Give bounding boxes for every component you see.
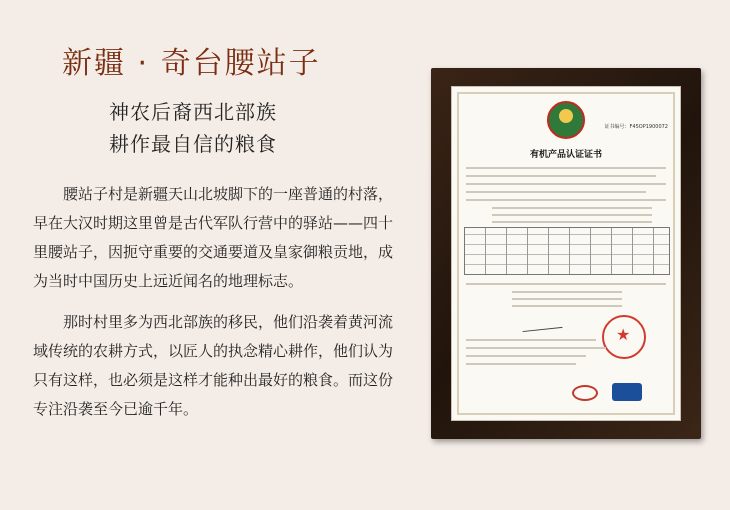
text-line: [512, 291, 622, 293]
description-paragraph-1: 腰站子村是新疆天山北坡脚下的一座普通的村落，早在大汉时期这里曾是古代军队行营中的驿站——四十里腰站子，因扼守重要的交通要道及皇家御粮贡地，成为当时中国历史上远近闻名的地理标志。: [33, 185, 394, 290]
text-line: [492, 214, 652, 216]
organic-logo-icon: [547, 101, 585, 139]
page-title: 新疆 · 奇台腰站子: [62, 46, 321, 81]
cnas-logo-icon: [612, 383, 642, 401]
text-line: [466, 183, 666, 185]
certificate-number: 证书编号：F45OP1900072: [604, 124, 668, 130]
text-line: [492, 221, 652, 223]
text-line: [512, 298, 622, 300]
text-line: [466, 355, 586, 357]
text-line: [466, 167, 666, 169]
certificate-title: 有机产品认证证书: [529, 150, 602, 160]
text-line: [492, 207, 652, 209]
description: [33, 180, 405, 424]
description-paragraph-2: 那时村里多为西北部族的移民，他们沿袭着黄河流域传统的农耕方式，以匠人的执念精心耕作，他们认为只有这样，也必须是这样才能种出最好的粮食。而这份专注沿袭至今已逾千年。: [33, 313, 394, 418]
text-line: [466, 175, 656, 177]
text-line: [466, 191, 646, 193]
red-seal-stamp-icon: [602, 315, 646, 359]
text-line: [466, 199, 666, 201]
certification-logo-icon: [572, 385, 598, 401]
certificate-plaque: [431, 68, 701, 439]
text-line: [466, 339, 596, 341]
text-line: [512, 305, 622, 307]
text-line: [466, 363, 576, 365]
product-table: [464, 227, 670, 275]
subtitle-line-1: 神农后裔西北部族: [109, 100, 277, 124]
subtitle-line-2: 耕作最自信的粮食: [109, 132, 277, 156]
text-line: [466, 347, 606, 349]
text-line: [466, 283, 666, 285]
organic-certificate: [451, 86, 681, 421]
